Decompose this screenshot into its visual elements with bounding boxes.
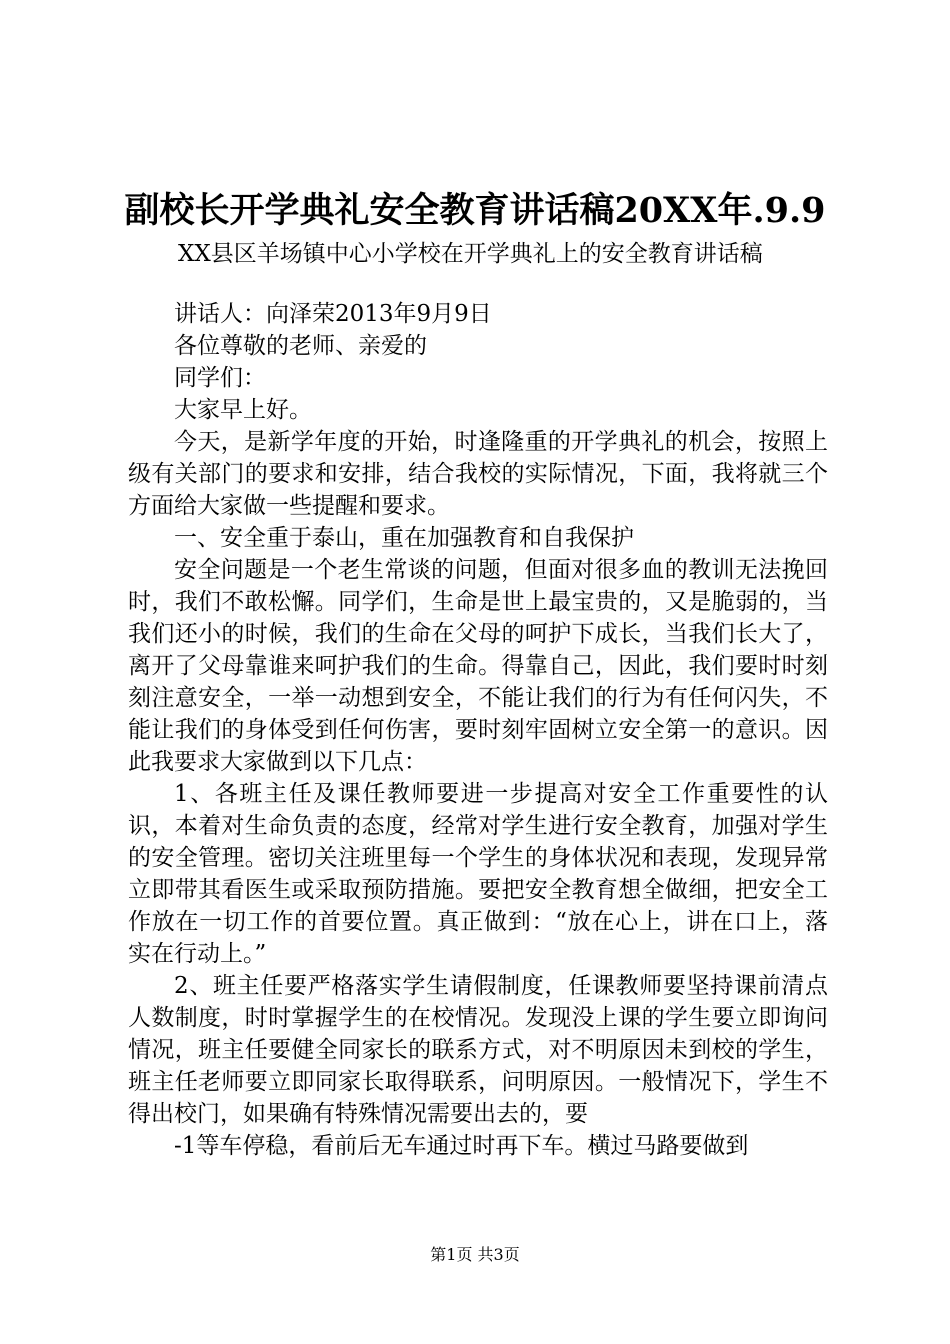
list-item-1: 1、各班主任及课任教师要进一步提高对安全工作重要性的认识，本着对生命负责的态度，经常对学生进行安全教育，加强对学生的安全管理。密切关注班里每一个学生的身体状况和表现，发现异常立即带其看医生或采取预防措施。要把安全教育想全做细，把安全工作放在一切工作的首要位置。真正做到：“放在心上，讲在口上，落实在行动上。”	[128, 781, 828, 967]
document-subtitle: XX县区羊场镇中心小学校在开学典礼上的安全教育讲话稿	[178, 241, 763, 267]
document-title: 副校长开学典礼安全教育讲话稿20XX年.9.9	[124, 190, 826, 231]
speaker-line: 讲话人：向泽荣2013年9月9日	[174, 301, 492, 327]
document-body	[128, 298, 828, 1162]
list-item-3-fragment: -1等车停稳，看前后无车通过时再下车。横过马路要做到	[174, 1133, 749, 1159]
page-number-footer: 第1页 共3页	[430, 1245, 520, 1264]
intro-paragraph: 今天，是新学年度的开始，时逢隆重的开学典礼的机会，按照上级有关部门的要求和安排，结合我校的实际情况，下面，我将就三个方面给大家做一些提醒和要求。	[128, 429, 828, 519]
list-item-2: 2、班主任要严格落实学生请假制度，任课教师要坚持课前清点人数制度，时时掌握学生的在校情况。发现没上课的学生要立即询问情况，班主任要健全同家长的联系方式，对不明原因未到校的学生，班主任老师要立即同家长取得联系，问明原因。一般情况下，学生不得出校门，如果确有特殊情况需要出去的，要	[128, 973, 828, 1127]
salutation-line-2: 同学们：	[174, 365, 266, 391]
salutation-line-1: 各位尊敬的老师、亲爱的	[174, 333, 427, 359]
section-heading-1: 一、安全重于泰山，重在加强教育和自我保护	[174, 525, 634, 551]
greeting-line: 大家早上好。	[174, 397, 312, 423]
section-paragraph-1: 安全问题是一个老生常谈的问题，但面对很多血的教训无法挽回时，我们不敢松懈。同学们，生命是世上最宝贵的，又是脆弱的，当我们还小的时候，我们的生命在父母的呵护下成长，当我们长大了，离开了父母靠谁来呵护我们的生命。得靠自己，因此，我们要时时刻刻注意安全，一举一动想到安全，不能让我们的行为有任何闪失，不能让我们的身体受到任何伤害，要时刻牢固树立安全第一的意识。因此我要求大家做到以下几点：	[128, 557, 828, 775]
